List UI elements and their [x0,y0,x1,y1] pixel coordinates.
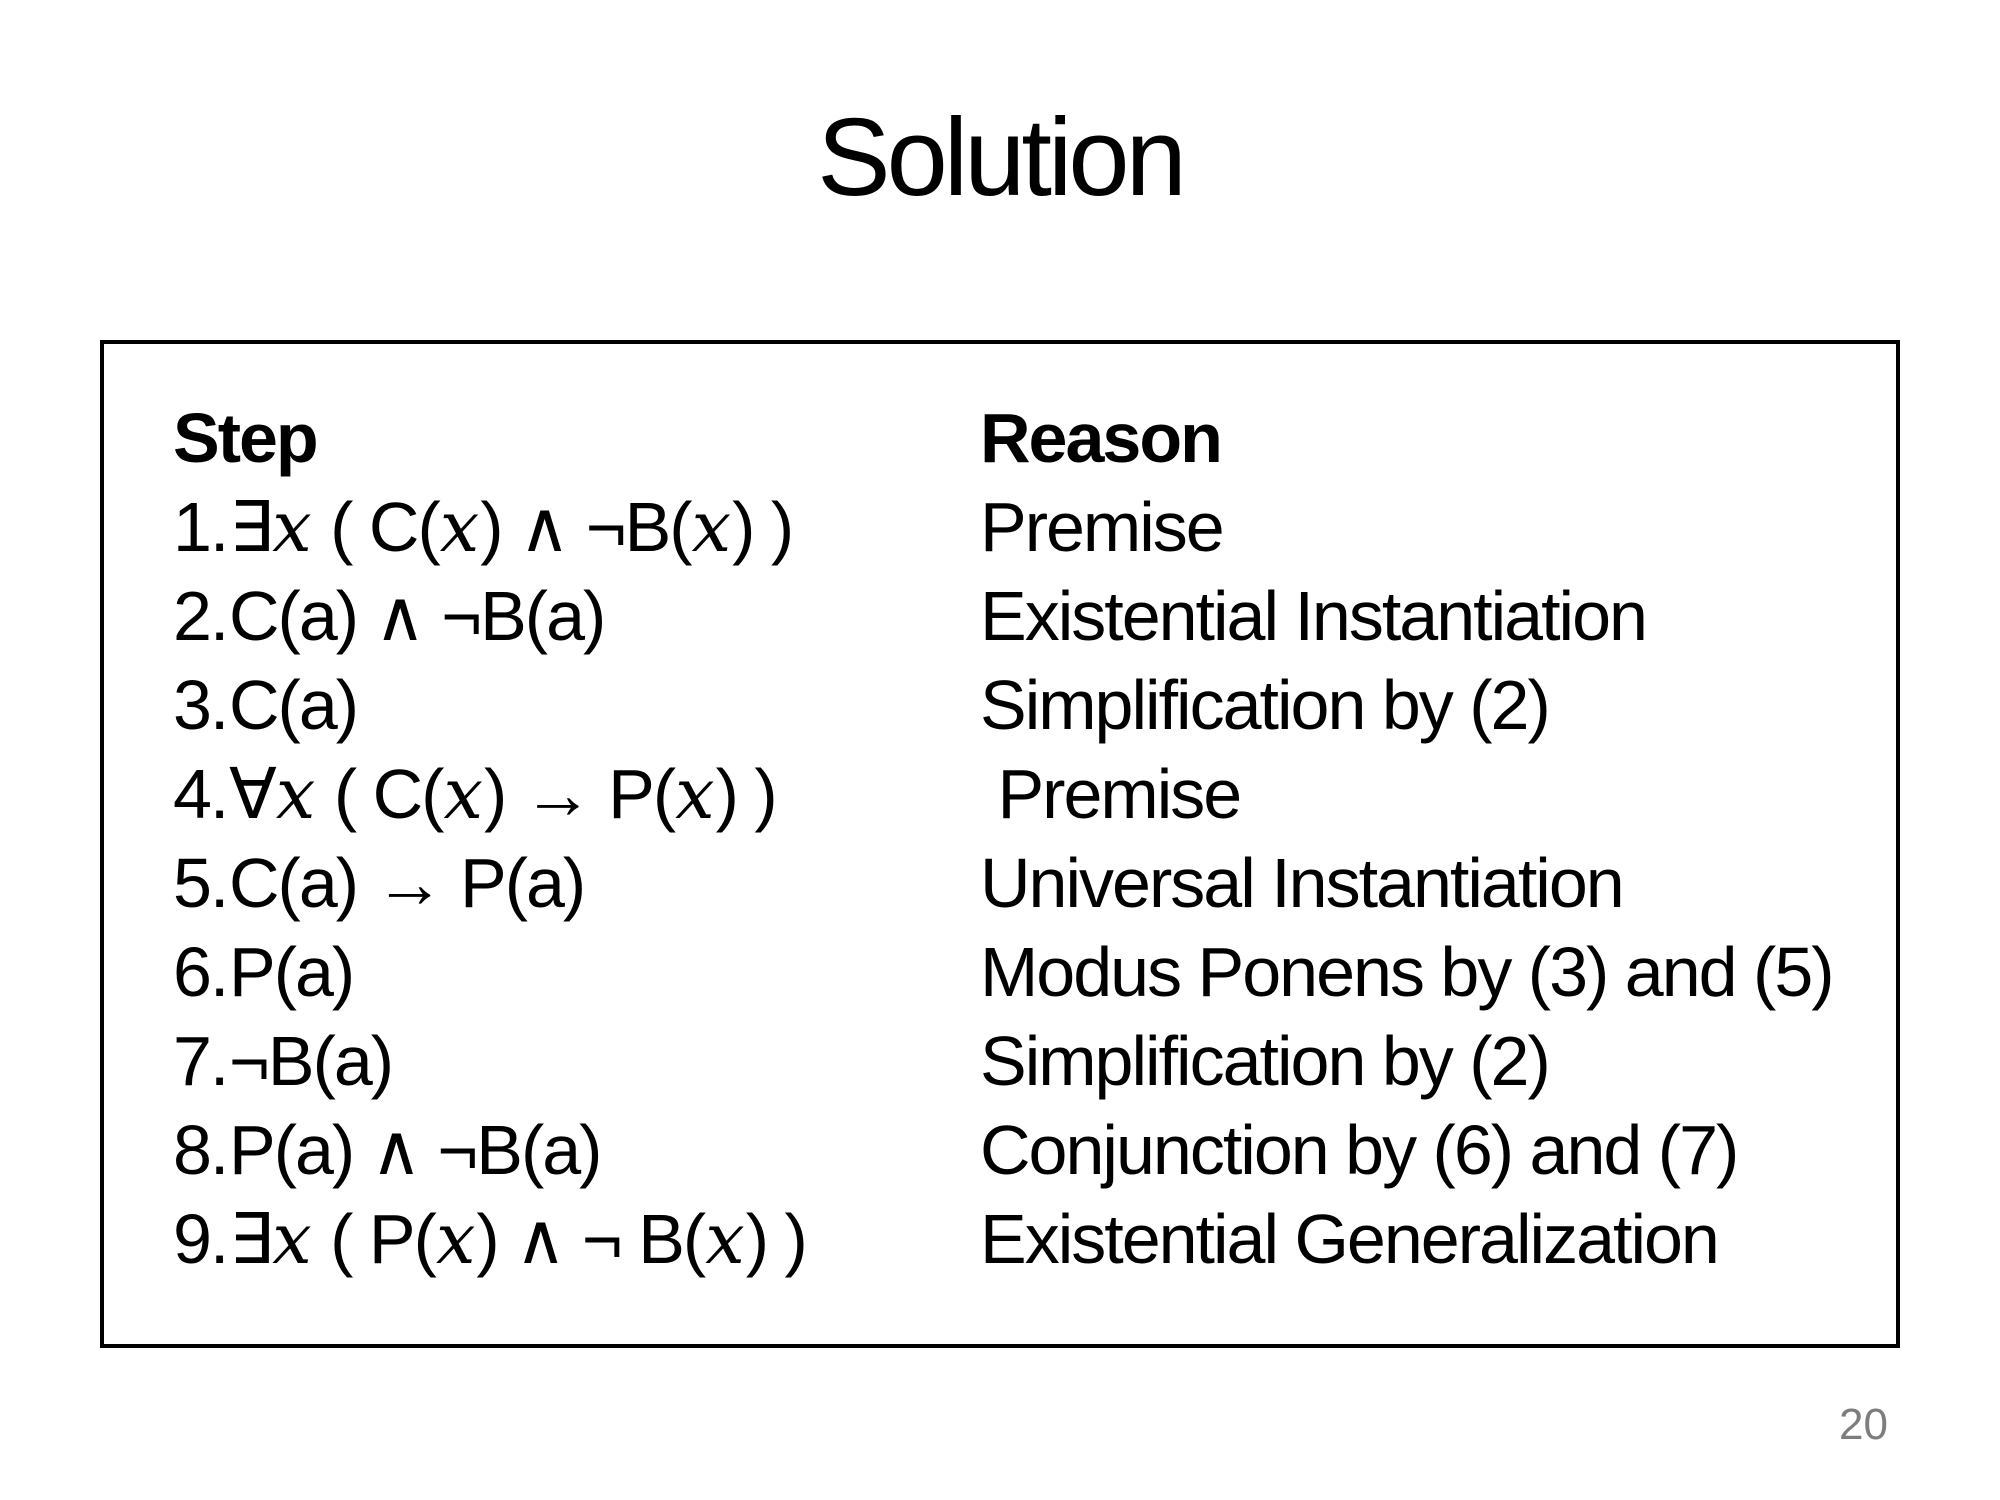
column-header-reason: Reason [980,399,1221,477]
step-reason: Existential Instantiation [980,577,1646,655]
step-formula: ¬B(a) [229,1022,393,1100]
step-number: 8. [173,1111,228,1189]
step-formula: P(a) [229,933,354,1011]
step-reason: Premise [980,488,1223,566]
step-formula: ∀x ( C(x) → P(x) ) [229,753,776,835]
proof-table [104,344,1896,1284]
step-reason: Existential Generalization [980,1200,1718,1278]
step-reason: Premise [980,755,1241,833]
step-reason: Conjunction by (6) and (7) [980,1111,1738,1189]
step-reason: Modus Ponens by (3) and (5) [980,933,1833,1011]
step-formula: ∃x ( P(x) ∧ ¬ B(x) ) [229,1198,806,1280]
step-formula: P(a) ∧ ¬B(a) [229,1111,601,1189]
step-formula: C(a) [229,666,358,744]
step-number: 9. [173,1200,228,1278]
step-reason: Universal Instantiation [980,844,1623,922]
step-formula: C(a) → P(a) [229,844,585,922]
step-number: 4. [173,755,228,833]
column-header-step: Step [173,399,317,477]
step-number: 3. [173,666,228,744]
step-formula: C(a) ∧ ¬B(a) [229,577,605,655]
slide-title: Solution [817,96,1183,219]
step-number: 6. [173,933,228,1011]
step-number: 2. [173,577,228,655]
step-reason: Simplification by (2) [980,1022,1549,1100]
page-number: 20 [1839,1400,1888,1449]
step-number: 1. [173,488,228,566]
proof-box [100,340,1900,1348]
step-number: 7. [173,1022,228,1100]
step-number: 5. [173,844,228,922]
step-reason: Simplification by (2) [980,666,1549,744]
step-formula: ∃x ( C(x) ∧ ¬B(x) ) [229,486,793,568]
